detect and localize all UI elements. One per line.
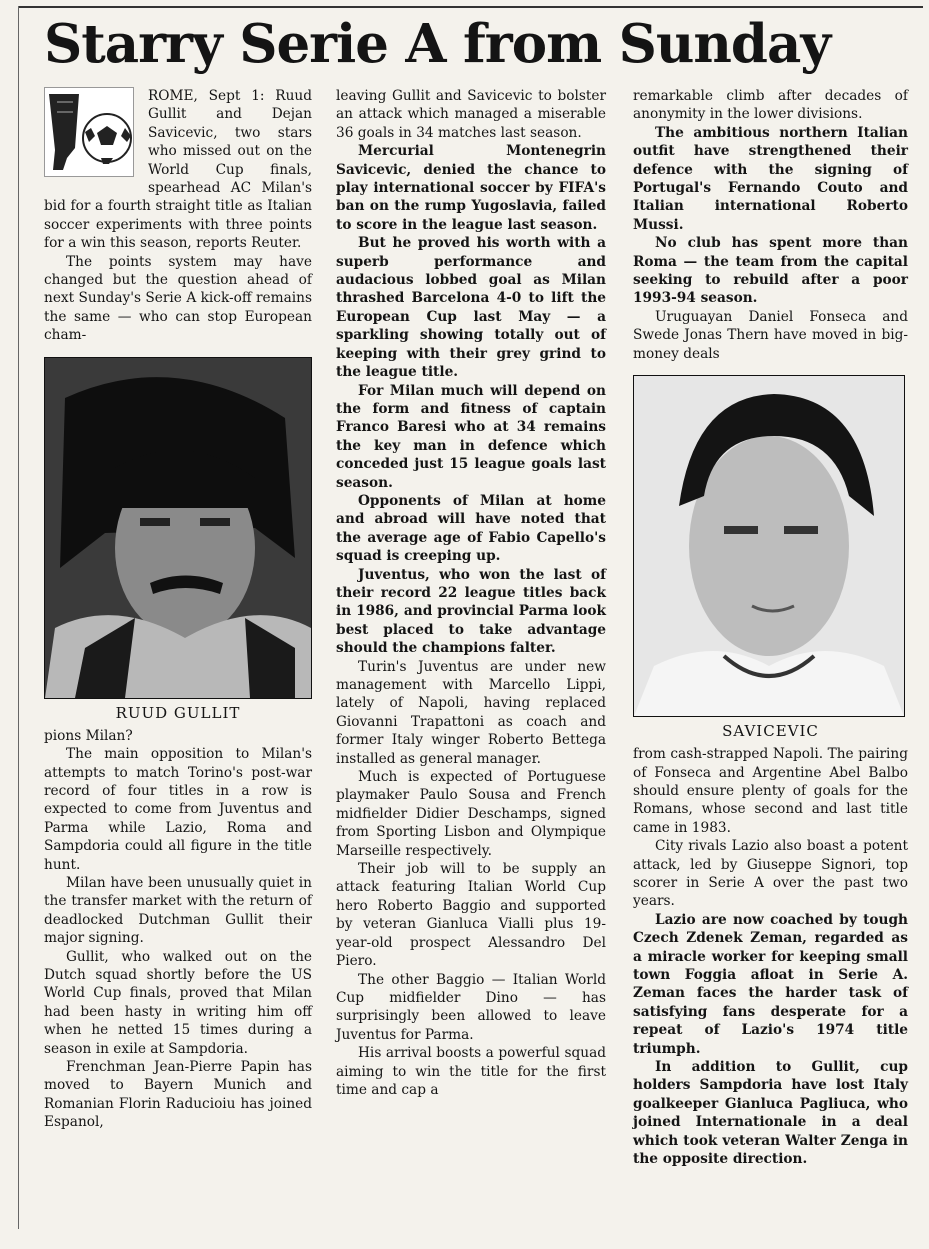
column-3 (633, 87, 908, 1168)
savicevic-caption: SAVICEVIC (722, 722, 819, 741)
col3-paragraph-4: Uruguayan Daniel Fonseca and Swede Jonas Thern have moved in big-money deals (633, 308, 908, 362)
col1-paragraph-6: Frenchman Jean-Pierre Papin has moved to Bayern Munich and Romanian Florin Raducioiu has joined Espanol, (44, 1059, 312, 1131)
column-1 (44, 87, 312, 1132)
col3-paragraph-2: The ambitious northern Italian outfit have strengthened their defence with the signing of Portugal's Fernando Couto and Italian international Roberto Mussi. (633, 124, 908, 233)
col3-paragraph-7: In addition to Gullit, cup holders Sampdoria have lost Italy goalkeeper Gianluca Pagliuca, who joined Internationale in a deal which took veteran Walter Zenga in the opposite direction. (633, 1059, 908, 1168)
col3-continuation: from cash-strapped Napoli. The pairing of Fonseca and Argentine Abel Balbo should ensure plenty of goals for the Romans, whose second and last title came in 1983. (633, 746, 908, 836)
col1-paragraph-5: Gullit, who walked out on the Dutch squad shortly before the US World Cup finals, proved that Milan had been hasty in writing him off when he netted 15 times during a season in exile at Sampdoria. (44, 948, 312, 1057)
col3-paragraph-6: Lazio are now coached by tough Czech Zdenek Zeman, regarded as a miracle worker for keeping small town Foggia afloat in Serie A. Zeman faces the harder task of satisfying fans desperate for a repeat of Lazio's 1974 title triumph. (633, 911, 908, 1057)
gullit-photo (44, 357, 312, 699)
col2-paragraph-10: The other Baggio — Italian World Cup midfielder Dino — has surprisingly been allowed to leave Juventus for Parma. (336, 971, 606, 1043)
column-2 (336, 87, 606, 1099)
col1-paragraph-2: The points system may have changed but the question ahead of next Sunday's Serie A kick-off remains the same — who can stop European cham- (44, 253, 312, 344)
col2-paragraph-7: Turin's Juventus are under new management with Marcello Lippi, lately of Napoli, having replaced Giovanni Trapattoni as coach and former Italy winger Roberto Bettega installed as general manager. (336, 658, 606, 767)
col2-paragraph-9: Their job will to be supply an attack featuring Italian World Cup hero Roberto Baggio and supported by veteran Gianluca Vialli plus 19-year-old prospect Alessandro Del Piero. (336, 861, 606, 970)
gullit-caption: RUUD GULLIT (115, 703, 241, 722)
col1-intro: ROME, Sept 1: Ruud Gullit and Dejan Savicevic, two stars who missed out on the World Cup finals, spearhead AC Milan's bid for a fourth straight title as Italian soccer experiments with three points for a win this season, reports Reuter. (44, 88, 312, 252)
col2-paragraph-4: For Milan much will depend on the form and fitness of captain Franco Baresi who at 34 remains the key man in defence which conceded just 15 league goals last season. (336, 382, 606, 491)
savicevic-figure (633, 375, 908, 741)
headline: Starry Serie A from Sunday (44, 13, 831, 75)
soccer-boot-and-ball-icon (44, 87, 134, 177)
col2-paragraph-6: Juventus, who won the last of their record 22 league titles back in 1986, and provincial Parma look best placed to take advantage should the champions falter. (336, 566, 606, 657)
col3-paragraph-3: No club has spent more than Roma — the team from the capital seeking to rebuild after a poor 1993-94 season. (633, 235, 908, 307)
col2-paragraph-5: Opponents of Milan at home and abroad will have noted that the average age of Fabio Capello's squad is creeping up. (336, 492, 606, 565)
col2-paragraph-11: His arrival boosts a powerful squad aiming to win the title for the first time and cap a (336, 1045, 606, 1098)
col3-paragraph-1: remarkable climb after decades of anonymity in the lower divisions. (633, 88, 908, 123)
col2-paragraph-2: Mercurial Montenegrin Savicevic, denied the chance to play international soccer by FIFA's ban on the rump Yugoslavia, failed to score in the league last season. (336, 143, 606, 233)
col1-continuation: pions Milan? (44, 727, 133, 744)
col1-paragraph-3: The main opposition to Milan's attempts to match Torino's post-war record of four titles in a row is expected to come from Juventus and Parma while Lazio, Roma and Sampdoria could all figure in the title hunt. (44, 746, 312, 873)
col2-paragraph-3: But he proved his worth with a superb performance and audacious lobbed goal as Milan thrashed Barcelona 4-0 to lift the European Cup last May — a sparkling showing totally out of keeping with their grey grind to the league title. (336, 235, 606, 381)
left-rule (18, 6, 19, 1229)
col2-paragraph-8: Much is expected of Portuguese playmaker Paulo Sousa and French midfielder Didier Deschamps, signed from Sporting Lisbon and Olympique Marseille respectively. (336, 769, 606, 859)
savicevic-photo (633, 375, 905, 717)
gullit-figure (44, 357, 312, 723)
col1-paragraph-4: Milan have been unusually quiet in the transfer market with the return of deadlocked Dutchman Gullit their major signing. (44, 874, 312, 947)
col3-paragraph-5: City rivals Lazio also boast a potent attack, led by Giuseppe Signori, top scorer in Serie A over the past two years. (633, 838, 908, 910)
top-rule (18, 6, 923, 8)
col2-paragraph-1: leaving Gullit and Savicevic to bolster an attack which managed a miserable 36 goals in 34 matches last season. (336, 88, 606, 141)
